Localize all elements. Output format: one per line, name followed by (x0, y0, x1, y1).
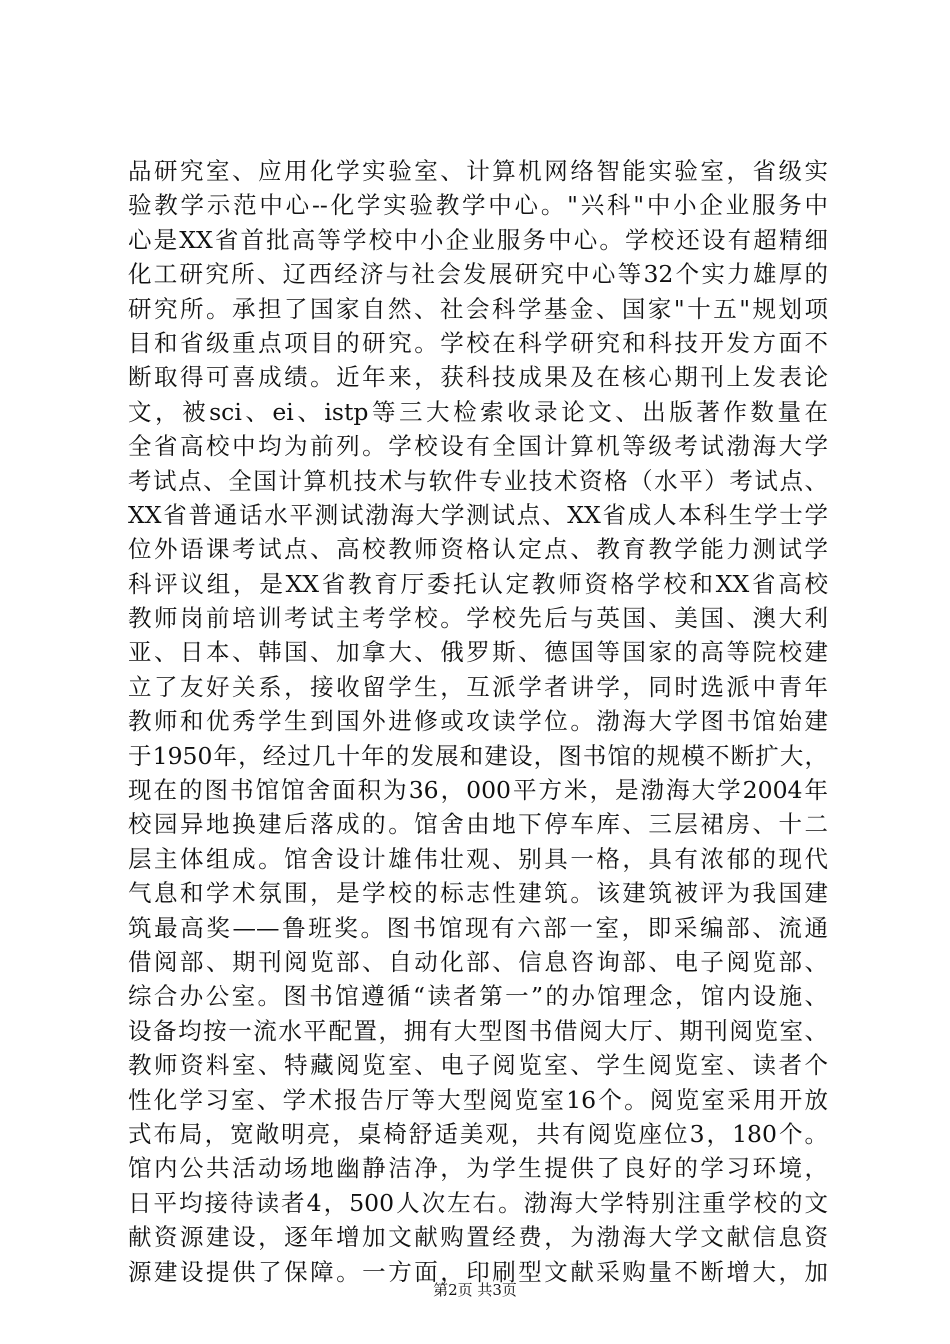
text-line: 气息和学术氛围，是学校的标志性建筑。该建筑被评为我国建 (128, 879, 828, 908)
text-line: 式布局，宽敞明亮，桌椅舒适美观，共有阅览座位3，180个。 (128, 1119, 828, 1148)
text-line: 品研究室、应用化学实验室、计算机网络智能实验室，省级实 (128, 157, 828, 185)
text-line: 化工研究所、辽西经济与社会发展研究中心等32个实力雄厚的 (128, 260, 828, 289)
text-line: 教师资料室、特藏阅览室、电子阅览室、学生阅览室、读者个 (128, 1051, 828, 1080)
text-line: 教师和优秀学生到国外进修或攻读学位。渤海大学图书馆始建 (128, 707, 828, 736)
text-line: 于1950年，经过几十年的发展和建设，图书馆的规模不断扩大， (128, 741, 828, 770)
text-line: 借阅部、期刊阅览部、自动化部、信息咨询部、电子阅览部、 (128, 947, 828, 976)
text-line: 心是XX省首批高等学校中小企业服务中心。学校还设有超精细 (128, 225, 828, 254)
text-line: 考试点、全国计算机技术与软件专业技术资格（水平）考试点、 (128, 466, 828, 495)
text-line: 综合办公室。图书馆遵循“读者第一”的办馆理念，馆内设施、 (128, 982, 828, 1011)
text-line: 断取得可喜成绩。近年来，获科技成果及在核心期刊上发表论 (128, 363, 828, 392)
text-line: 馆内公共活动场地幽静洁净，为学生提供了良好的学习环境， (128, 1154, 828, 1183)
text-line: XX省普通话水平测试渤海大学测试点、XX省成人本科生学士学 (128, 500, 828, 529)
text-line: 筑最高奖——鲁班奖。图书馆现有六部一室，即采编部、流通 (128, 913, 828, 942)
text-line: 全省高校中均为前列。学校设有全国计算机等级考试渤海大学 (128, 432, 828, 461)
text-line: 献资源建设，逐年增加文献购置经费，为渤海大学文献信息资 (128, 1223, 828, 1252)
text-line: 源建设提供了保障。一方面，印刷型文献采购量不断增大，加 (128, 1257, 828, 1286)
text-line: 立了友好关系，接收留学生，互派学者讲学，同时选派中青年 (128, 672, 828, 701)
text-line: 性化学习室、学术报告厅等大型阅览室16个。阅览室采用开放 (128, 1085, 828, 1114)
text-line: 亚、日本、韩国、加拿大、俄罗斯、德国等国家的高等院校建 (128, 638, 828, 667)
text-line: 科评议组，是XX省教育厅委托认定教师资格学校和XX省高校 (128, 569, 828, 598)
text-line: 校园异地换建后落成的。馆舍由地下停车库、三层裙房、十二 (128, 810, 828, 839)
text-line: 层主体组成。馆舍设计雄伟壮观、别具一格，具有浓郁的现代 (128, 844, 828, 873)
text-line: 现在的图书馆馆舍面积为36，000平方米，是渤海大学2004年 (128, 776, 828, 805)
text-line: 日平均接待读者4，500人次左右。渤海大学特别注重学校的文 (128, 1188, 828, 1217)
text-line: 研究所。承担了国家自然、社会科学基金、国家"十五"规划项 (128, 294, 828, 323)
text-line: 文，被sci、ei、istp等三大检索收录论文、出版著作数量在 (128, 397, 828, 426)
text-line: 教师岗前培训考试主考学校。学校先后与英国、美国、澳大利 (128, 604, 828, 633)
text-line: 目和省级重点项目的研究。学校在科学研究和科技开发方面不 (128, 328, 828, 357)
text-line: 验教学示范中心--化学实验教学中心。"兴科"中小企业服务中 (128, 191, 828, 220)
text-line: 位外语课考试点、高校教师资格认定点、教育教学能力测试学 (128, 535, 828, 564)
text-line: 设备均按一流水平配置，拥有大型图书借阅大厅、期刊阅览室、 (128, 1016, 828, 1045)
body-text (128, 154, 828, 1289)
page-footer: 第2页 共3页 (433, 1281, 517, 1299)
